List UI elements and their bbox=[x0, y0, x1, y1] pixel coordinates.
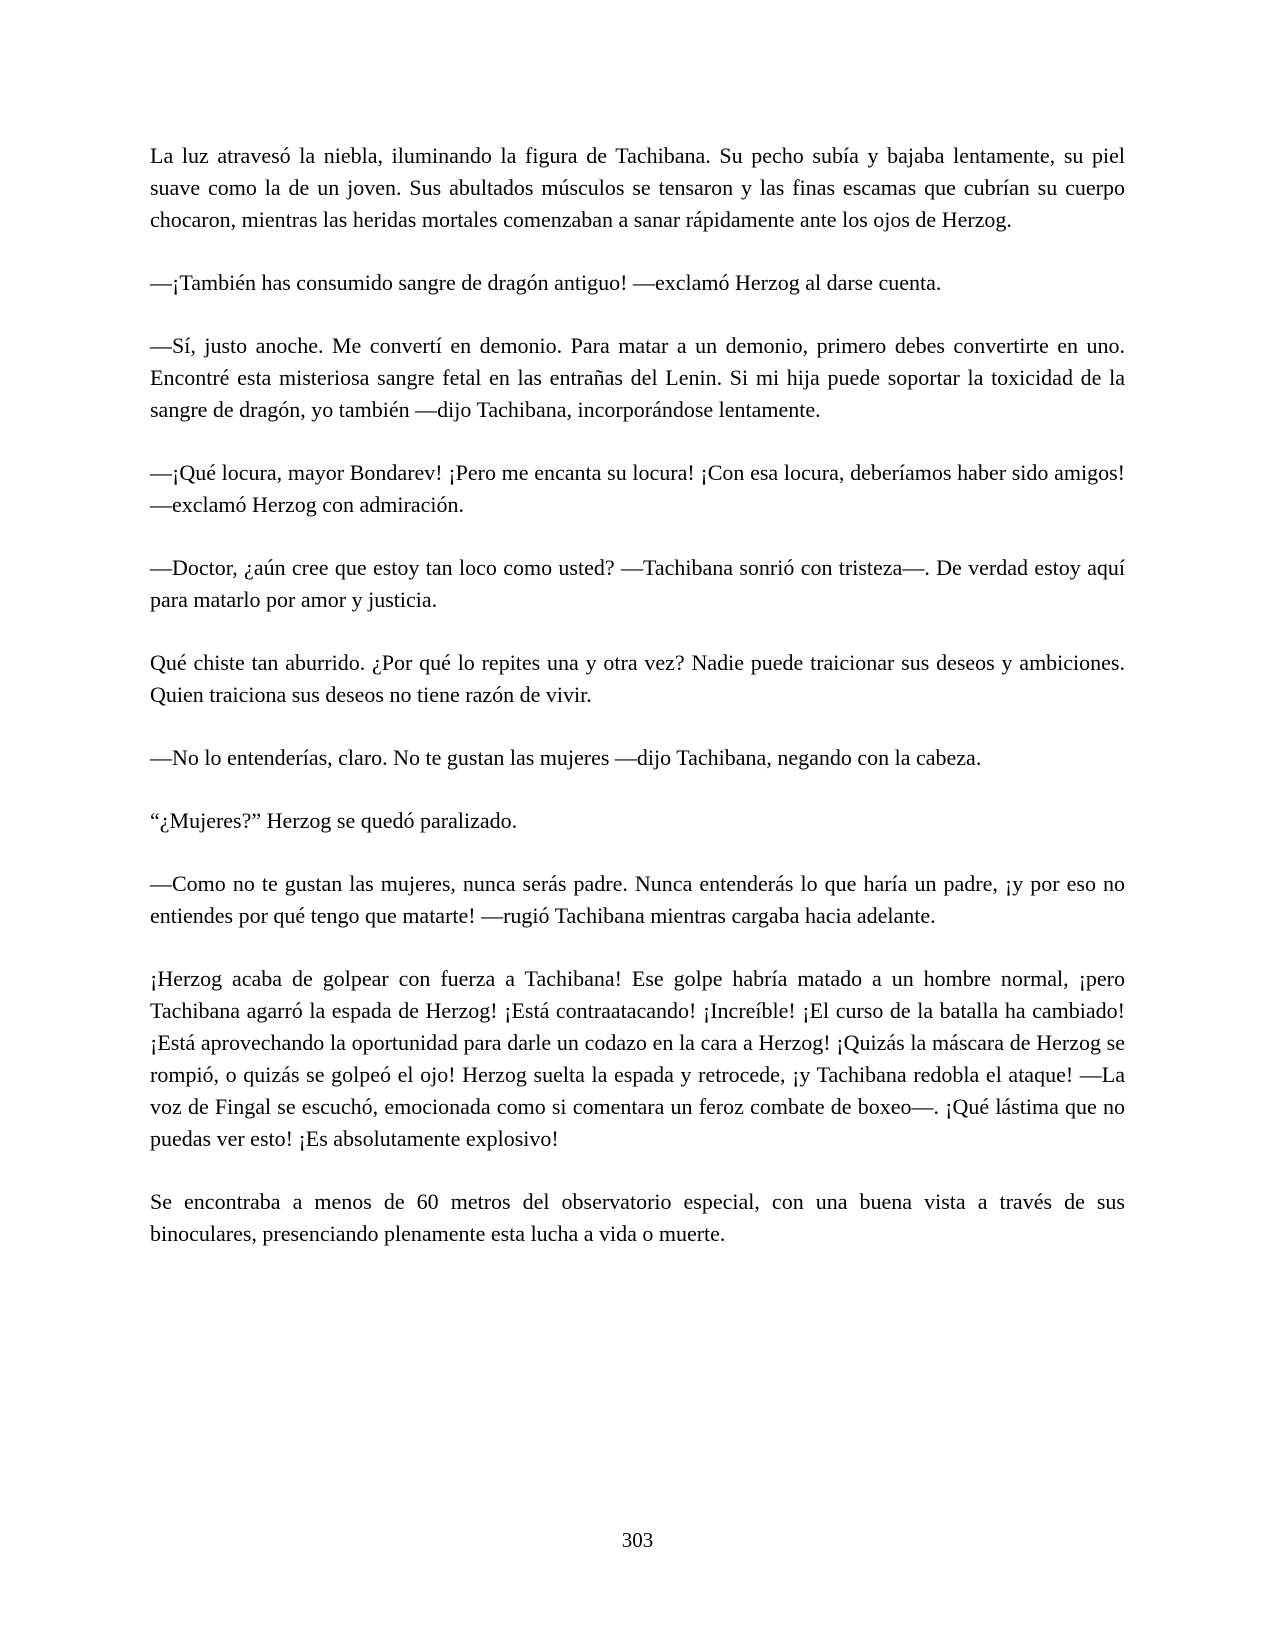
paragraph-10: ¡Herzog acaba de golpear con fuerza a Tachibana! Ese golpe habría matado a un hombre normal, ¡pero Tachibana agarró la espada de Herzog! ¡Está contraatacando! ¡Increíble! ¡El curso de la batalla ha cambiado! ¡Está aprovechando la oportunidad para darle un codazo en la cara a Herzog! ¡Quizás la máscara de Herzog se rompió, o quizás se golpeó el ojo! Herzog suelta la espada y retrocede, ¡y Tachibana redobla el ataque! —La voz de Fingal se escuchó, emocionada como si comentara un feroz combate de boxeo—. ¡Qué lástima que no puedas ver esto! ¡Es absolutamente explosivo! bbox=[150, 966, 1125, 1151]
paragraph-2: —¡También has consumido sangre de dragón antiguo! —exclamó Herzog al darse cuenta. bbox=[150, 270, 942, 295]
page-body bbox=[150, 140, 1125, 1281]
paragraph-3: —Sí, justo anoche. Me convertí en demonio. Para matar a un demonio, primero debes convertirte en uno. Encontré esta misteriosa sangre fetal en las entrañas del Lenin. Si mi hija puede soportar la toxicidad de la sangre de dragón, yo también —dijo Tachibana, incorporándose lentamente. bbox=[150, 333, 1125, 422]
paragraph-9: —Como no te gustan las mujeres, nunca serás padre. Nunca entenderás lo que haría un padre, ¡y por eso no entiendes por qué tengo que matarte! —rugió Tachibana mientras cargaba hacia adelante. bbox=[150, 871, 1125, 928]
paragraph-4: —¡Qué locura, mayor Bondarev! ¡Pero me encanta su locura! ¡Con esa locura, deberíamos haber sido amigos! —exclamó Herzog con admiración. bbox=[150, 460, 1125, 517]
paragraph-7: —No lo entenderías, claro. No te gustan las mujeres —dijo Tachibana, negando con la cabeza. bbox=[150, 745, 982, 770]
paragraph-8: “¿Mujeres?” Herzog se quedó paralizado. bbox=[150, 808, 518, 833]
paragraph-1: La luz atravesó la niebla, iluminando la figura de Tachibana. Su pecho subía y bajaba lentamente, su piel suave como la de un joven. Sus abultados músculos se tensaron y las finas escamas que cubrían su cuerpo chocaron, mientras las heridas mortales comenzaban a sanar rápidamente ante los ojos de Herzog. bbox=[150, 143, 1125, 232]
paragraph-6: Qué chiste tan aburrido. ¿Por qué lo repites una y otra vez? Nadie puede traicionar sus deseos y ambiciones. Quien traiciona sus deseos no tiene razón de vivir. bbox=[150, 650, 1125, 707]
paragraph-5: —Doctor, ¿aún cree que estoy tan loco como usted? —Tachibana sonrió con tristeza—. De verdad estoy aquí para matarlo por amor y justicia. bbox=[150, 555, 1125, 612]
paragraph-11: Se encontraba a menos de 60 metros del observatorio especial, con una buena vista a través de sus binoculares, presenciando plenamente esta lucha a vida o muerte. bbox=[150, 1189, 1125, 1246]
page-number: 303 bbox=[621, 1528, 654, 1552]
